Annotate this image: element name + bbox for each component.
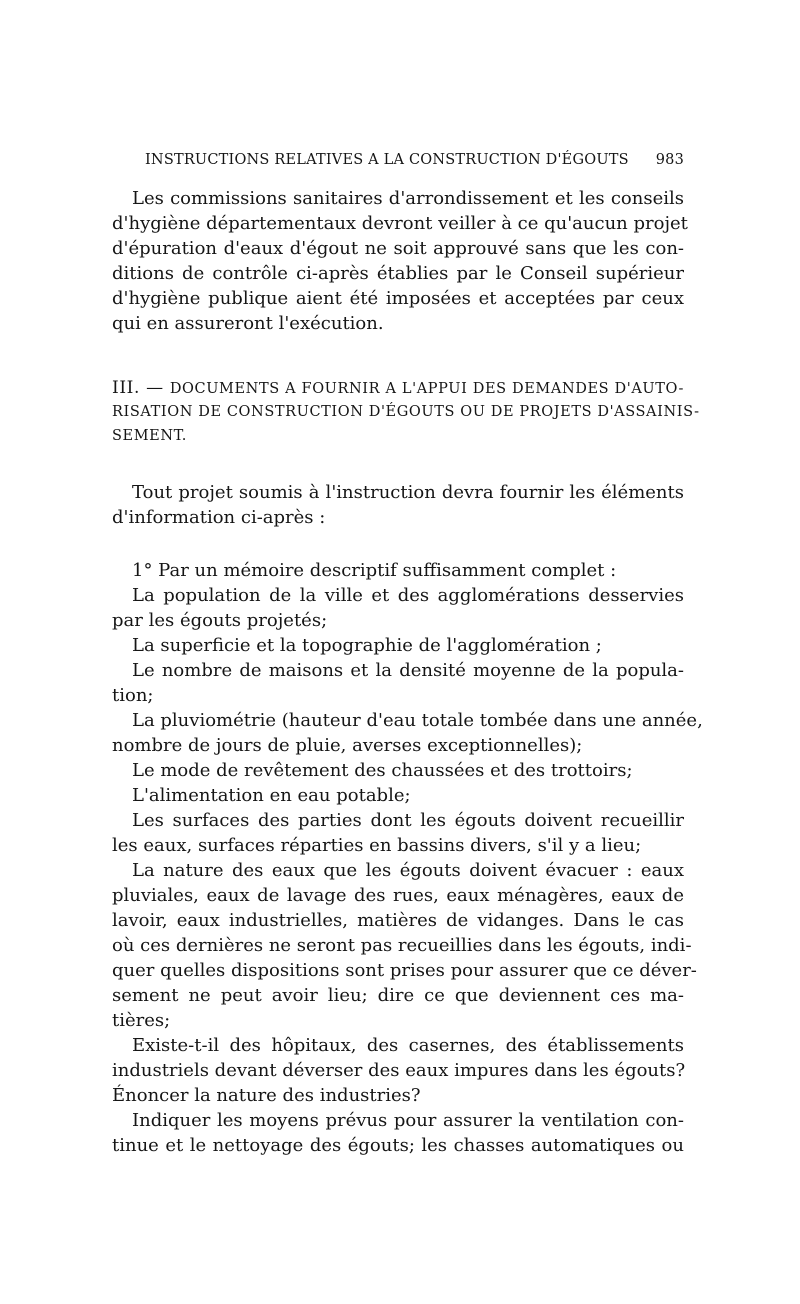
- text-line: les eaux, surfaces réparties en bassins divers, s'il y a lieu;: [112, 835, 642, 856]
- text-line: Le nombre de maisons et la densité moyenne de la popula-: [132, 660, 684, 681]
- heading-line: [112, 376, 684, 400]
- text-line: La nature des eaux que les égouts doivent évacuer : eaux: [132, 860, 684, 881]
- memoire-list: [112, 558, 703, 1158]
- text-line: lavoir, eaux industrielles, matières de vidanges. Dans le cas: [112, 910, 684, 931]
- text-line: Énoncer la nature des industries?: [112, 1085, 421, 1106]
- text-line: où ces dernières ne seront pas recueillies dans les égouts, indi-: [112, 935, 692, 956]
- heading-line: SEMENT.: [112, 428, 187, 444]
- text-line: La pluviométrie (hauteur d'eau totale tombée dans une année,: [132, 710, 703, 731]
- text-line: Le mode de revêtement des chaussées et des trottoirs;: [132, 760, 633, 781]
- list-heading: 1° Par un mémoire descriptif suffisamment complet :: [132, 560, 617, 581]
- section-heading: [112, 376, 700, 448]
- heading-line: RISATION DE CONSTRUCTION D'ÉGOUTS OU DE PROJETS D'ASSAINIS-: [112, 404, 700, 420]
- text-line: d'épuration d'eaux d'égout ne soit approuvé sans que les con-: [112, 238, 684, 259]
- text-line: qui en assureront l'exécution.: [112, 313, 384, 334]
- text-line: d'hygiène départementaux devront veiller à ce qu'aucun projet: [112, 213, 688, 234]
- text-line: Les surfaces des parties dont les égouts doivent recueillir: [132, 810, 684, 831]
- projet-paragraph: [112, 480, 684, 530]
- text-line: d'hygiène publique aient été imposées et acceptées par ceux: [112, 288, 684, 309]
- text-line: pluviales, eaux de lavage des rues, eaux ménagères, eaux de: [112, 885, 684, 906]
- text-line: quer quelles dispositions sont prises pour assurer que ce déver-: [112, 960, 697, 981]
- text-line: Les commissions sanitaires d'arrondissement et les conseils: [132, 188, 684, 209]
- text-line: tion;: [112, 685, 154, 706]
- intro-paragraph: [112, 186, 688, 336]
- heading-text: DOCUMENTS A FOURNIR A L'APPUI DES DEMANDES D'AUTO-: [169, 381, 685, 397]
- text-line: d'information ci-après :: [112, 507, 326, 528]
- running-title: INSTRUCTIONS RELATIVES A LA CONSTRUCTION D'ÉGOUTS: [145, 152, 629, 168]
- text-line: sement ne peut avoir lieu; dire ce que deviennent ces ma-: [112, 985, 684, 1006]
- text-line: Existe-t-il des hôpitaux, des casernes, des établissements: [132, 1035, 684, 1056]
- page-number: 983: [655, 152, 684, 168]
- book-page: [112, 148, 703, 1158]
- text-line: par les égouts projetés;: [112, 610, 328, 631]
- text-line: La superficie et la topographie de l'agglomération ;: [132, 635, 602, 656]
- text-line: L'alimentation en eau potable;: [132, 785, 411, 806]
- text-line: Indiquer les moyens prévus pour assurer la ventilation con-: [132, 1110, 684, 1131]
- text-line: La population de la ville et des agglomérations desservies: [132, 585, 684, 606]
- text-line: industriels devant déverser des eaux impures dans les égouts?: [112, 1060, 686, 1081]
- running-header: [145, 148, 684, 172]
- section-numeral: III. —: [112, 378, 170, 398]
- text-line: nombre de jours de pluie, averses exceptionnelles);: [112, 735, 583, 756]
- text-line: tinue et le nettoyage des égouts; les chasses automatiques ou: [112, 1135, 684, 1156]
- text-line: Tout projet soumis à l'instruction devra fournir les éléments: [132, 482, 684, 503]
- text-line: tières;: [112, 1010, 171, 1031]
- text-line: ditions de contrôle ci-après établies par le Conseil supérieur: [112, 263, 684, 284]
